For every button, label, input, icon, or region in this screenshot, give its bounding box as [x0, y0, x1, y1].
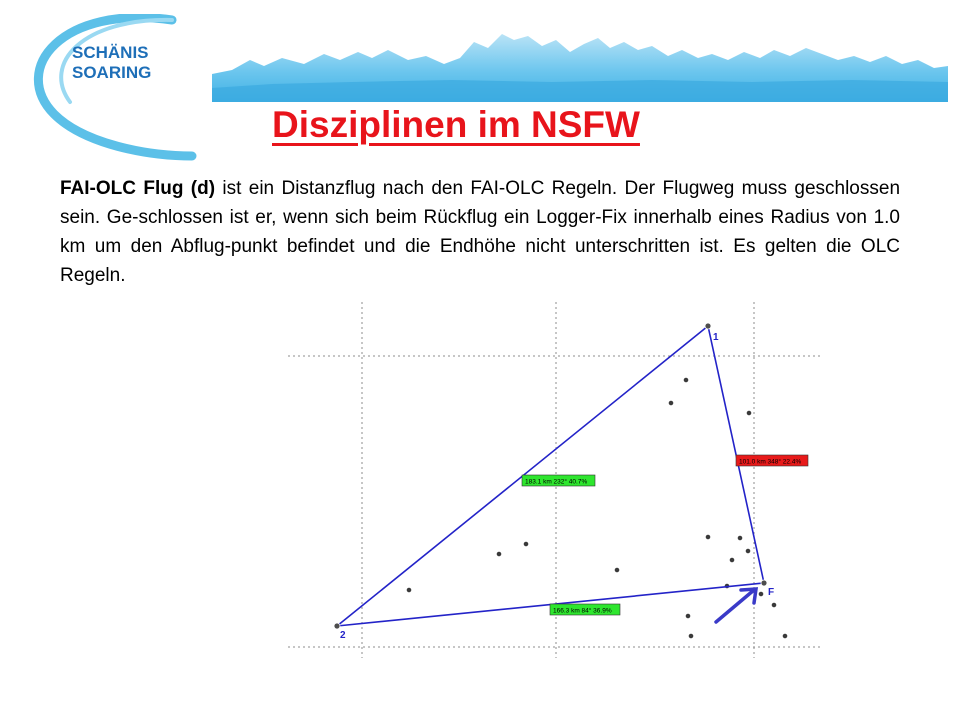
finish-marker — [761, 580, 767, 586]
logger-fix — [745, 548, 750, 553]
leg-f-1 — [708, 326, 764, 583]
mountain-banner — [212, 30, 948, 102]
logger-fix — [771, 602, 776, 607]
logger-fix — [683, 377, 688, 382]
logger-fix — [782, 633, 787, 638]
logger-fix — [688, 633, 693, 638]
leg-f-1-label-text: 101.0 km 348° 22.4% — [739, 458, 802, 466]
leg-1-2-label-text: 183.1 km 232° 40.7% — [525, 478, 588, 486]
logger-fix — [737, 535, 742, 540]
schaenis-soaring-logo — [22, 14, 212, 164]
description-paragraph — [60, 174, 900, 290]
slide-title: Disziplinen im NSFW — [272, 104, 640, 145]
leg-f-1-label — [736, 455, 808, 466]
paragraph-bold-lead: FAI-OLC Flug (d) — [60, 178, 216, 199]
logger-fix — [523, 541, 528, 546]
logger-fix — [614, 567, 619, 572]
logger-fix — [685, 613, 690, 618]
logo-line2: SOARING — [72, 63, 152, 82]
waypoint-2-marker — [334, 623, 340, 629]
logo-line1: SCHÄNIS — [72, 43, 149, 62]
finish-label: F — [768, 587, 775, 598]
leg-2-f-label — [550, 604, 620, 615]
leg-2-f-label-text: 166.3 km 84° 36.9% — [553, 607, 612, 615]
logger-fix — [729, 557, 734, 562]
logger-fix — [406, 587, 411, 592]
paragraph-text: ist ein Distanzflug nach den FAI-OLC Regeln. Der Flugweg muss geschlossen sein. Ge-schlossen ist er, wenn sich beim Rückflug ein Logger-Fix innerhalb eines Radius von 1.0 km um den Abflug-punkt befindet und die Endhöhe nicht unterschritten ist. Es gelten die OLC Regeln. — [60, 178, 901, 286]
logger-fix — [496, 551, 501, 556]
flight-triangle-diagram — [280, 302, 820, 658]
finish-arrow-icon — [716, 589, 756, 622]
waypoint-1-marker — [705, 323, 711, 329]
leg-1-2-label — [522, 475, 595, 486]
logger-fix — [668, 400, 673, 405]
waypoint-2-label: 2 — [340, 630, 346, 641]
logger-fix — [758, 591, 763, 596]
logger-fix — [746, 410, 751, 415]
logger-fix — [705, 534, 710, 539]
waypoint-1-label: 1 — [713, 332, 719, 343]
